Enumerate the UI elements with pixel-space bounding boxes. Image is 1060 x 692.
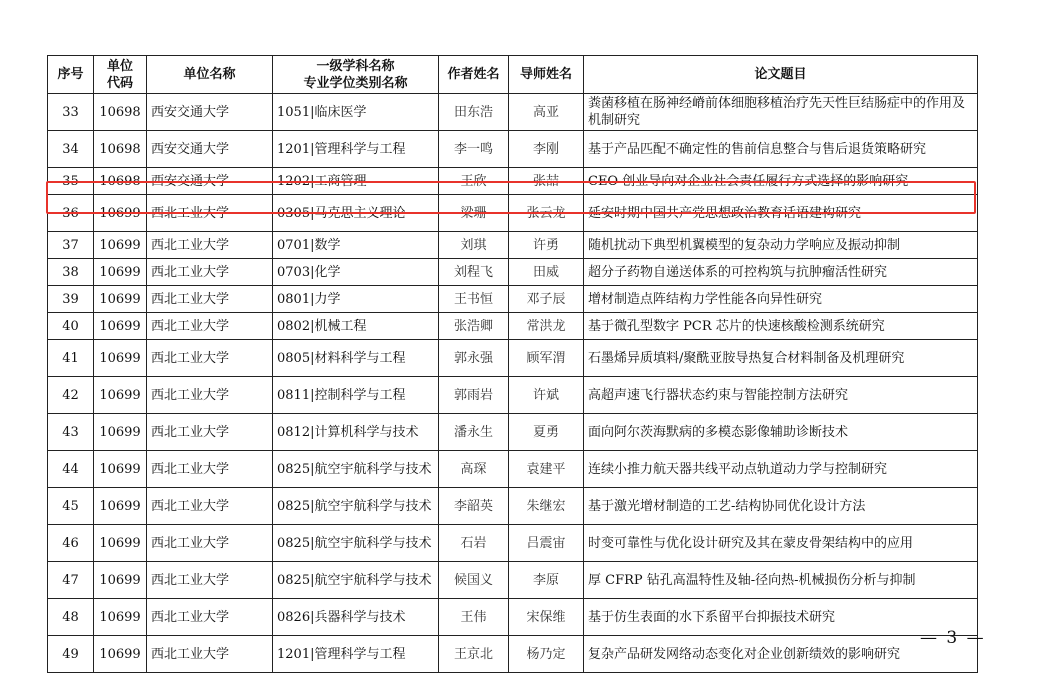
cell-unit-code: 10699 xyxy=(94,377,147,414)
cell-advisor: 常洪龙 xyxy=(509,313,584,340)
cell-unit-name: 西安交通大学 xyxy=(147,131,273,168)
cell-author: 王京北 xyxy=(439,636,509,673)
cell-unit-code: 10699 xyxy=(94,232,147,259)
header-discipline-line2: 专业学位类别名称 xyxy=(303,75,408,91)
cell-advisor: 宋保维 xyxy=(509,599,584,636)
cell-seq: 45 xyxy=(48,488,94,525)
cell-advisor: 吕震宙 xyxy=(509,525,584,562)
header-row xyxy=(48,56,978,94)
cell-advisor: 许勇 xyxy=(509,232,584,259)
cell-unit-name: 西北工业大学 xyxy=(147,232,273,259)
cell-advisor: 朱继宏 xyxy=(509,488,584,525)
header-author: 作者姓名 xyxy=(439,56,509,94)
cell-discipline: 0801|力学 xyxy=(273,286,439,313)
cell-author: 候国义 xyxy=(439,562,509,599)
cell-unit-code: 10699 xyxy=(94,340,147,377)
table-row xyxy=(48,377,978,414)
cell-unit-code: 10699 xyxy=(94,451,147,488)
cell-discipline: 0825|航空宇航科学与技术 xyxy=(273,562,439,599)
cell-advisor: 夏勇 xyxy=(509,414,584,451)
cell-thesis-title: 增材制造点阵结构力学性能各向异性研究 xyxy=(584,286,978,313)
cell-author: 王书恒 xyxy=(439,286,509,313)
cell-discipline: 1202|工商管理 xyxy=(273,168,439,195)
cell-seq: 41 xyxy=(48,340,94,377)
cell-discipline: 1051|临床医学 xyxy=(273,94,439,131)
cell-author: 李韶英 xyxy=(439,488,509,525)
cell-unit-name: 西安交通大学 xyxy=(147,94,273,131)
cell-seq: 36 xyxy=(48,195,94,232)
header-unit-code xyxy=(94,56,147,94)
cell-author: 刘程飞 xyxy=(439,259,509,286)
table-row xyxy=(48,414,978,451)
cell-advisor: 高亚 xyxy=(509,94,584,131)
cell-seq: 34 xyxy=(48,131,94,168)
cell-author: 梁珊 xyxy=(439,195,509,232)
table-row xyxy=(48,451,978,488)
table-row xyxy=(48,636,978,673)
header-unit-code-line2: 代码 xyxy=(106,75,133,91)
header-advisor: 导师姓名 xyxy=(509,56,584,94)
cell-seq: 43 xyxy=(48,414,94,451)
cell-advisor: 邓子辰 xyxy=(509,286,584,313)
header-unit-code-line1: 单位 xyxy=(106,58,133,74)
cell-unit-code: 10698 xyxy=(94,94,147,131)
cell-thesis-title: 粪菌移植在肠神经嵴前体细胞移植治疗先天性巨结肠症中的作用及机制研究 xyxy=(584,94,978,131)
cell-thesis-title: CEO 创业导向对企业社会责任履行方式选择的影响研究 xyxy=(584,168,978,195)
cell-unit-name: 西北工业大学 xyxy=(147,313,273,340)
table-row xyxy=(48,562,978,599)
cell-advisor: 许斌 xyxy=(509,377,584,414)
cell-discipline: 0802|机械工程 xyxy=(273,313,439,340)
cell-thesis-title: 高超声速飞行器状态约束与智能控制方法研究 xyxy=(584,377,978,414)
cell-seq: 38 xyxy=(48,259,94,286)
cell-unit-code: 10699 xyxy=(94,636,147,673)
table-row xyxy=(48,313,978,340)
cell-discipline: 0825|航空宇航科学与技术 xyxy=(273,488,439,525)
table-row xyxy=(48,340,978,377)
cell-unit-code: 10699 xyxy=(94,525,147,562)
table-row xyxy=(48,286,978,313)
cell-discipline: 1201|管理科学与工程 xyxy=(273,636,439,673)
cell-thesis-title: 基于微孔型数字 PCR 芯片的快速核酸检测系统研究 xyxy=(584,313,978,340)
table-row xyxy=(48,488,978,525)
cell-unit-code: 10699 xyxy=(94,488,147,525)
cell-unit-name: 西北工业大学 xyxy=(147,340,273,377)
cell-unit-name: 西北工业大学 xyxy=(147,414,273,451)
cell-author: 李一鸣 xyxy=(439,131,509,168)
cell-author: 刘琪 xyxy=(439,232,509,259)
cell-seq: 46 xyxy=(48,525,94,562)
cell-thesis-title: 延安时期中国共产党思想政治教育话语建构研究 xyxy=(584,195,978,232)
table-row xyxy=(48,94,978,131)
cell-thesis-title: 基于激光增材制造的工艺-结构协同优化设计方法 xyxy=(584,488,978,525)
table-row xyxy=(48,525,978,562)
header-unit-name: 单位名称 xyxy=(147,56,273,94)
cell-thesis-title: 随机扰动下典型机翼模型的复杂动力学响应及振动抑制 xyxy=(584,232,978,259)
cell-unit-code: 10699 xyxy=(94,562,147,599)
cell-unit-name: 西安交通大学 xyxy=(147,168,273,195)
cell-seq: 48 xyxy=(48,599,94,636)
cell-discipline: 0305|马克思主义理论 xyxy=(273,195,439,232)
cell-discipline: 0825|航空宇航科学与技术 xyxy=(273,451,439,488)
cell-author: 郭雨岩 xyxy=(439,377,509,414)
cell-thesis-title: 石墨烯异质填料/聚酰亚胺导热复合材料制备及机理研究 xyxy=(584,340,978,377)
cell-thesis-title: 时变可靠性与优化设计研究及其在蒙皮骨架结构中的应用 xyxy=(584,525,978,562)
cell-advisor: 张云龙 xyxy=(509,195,584,232)
cell-unit-name: 西北工业大学 xyxy=(147,636,273,673)
cell-seq: 40 xyxy=(48,313,94,340)
cell-thesis-title: 面向阿尔茨海默病的多模态影像辅助诊断技术 xyxy=(584,414,978,451)
cell-unit-code: 10699 xyxy=(94,414,147,451)
cell-unit-name: 西北工业大学 xyxy=(147,562,273,599)
header-discipline-line1: 一级学科名称 xyxy=(316,58,395,74)
cell-discipline: 0703|化学 xyxy=(273,259,439,286)
cell-seq: 33 xyxy=(48,94,94,131)
cell-unit-name: 西北工业大学 xyxy=(147,195,273,232)
table-row xyxy=(48,259,978,286)
cell-discipline: 0805|材料科学与工程 xyxy=(273,340,439,377)
table-row xyxy=(48,168,978,195)
cell-author: 张浩卿 xyxy=(439,313,509,340)
cell-seq: 42 xyxy=(48,377,94,414)
cell-advisor: 顾军渭 xyxy=(509,340,584,377)
cell-seq: 44 xyxy=(48,451,94,488)
cell-author: 王欣 xyxy=(439,168,509,195)
table-row xyxy=(48,131,978,168)
cell-unit-code: 10699 xyxy=(94,259,147,286)
cell-advisor: 杨乃定 xyxy=(509,636,584,673)
cell-unit-name: 西北工业大学 xyxy=(147,599,273,636)
cell-seq: 35 xyxy=(48,168,94,195)
cell-discipline: 0701|数学 xyxy=(273,232,439,259)
cell-thesis-title: 超分子药物自递送体系的可控构筑与抗肿瘤活性研究 xyxy=(584,259,978,286)
cell-author: 高琛 xyxy=(439,451,509,488)
cell-advisor: 李刚 xyxy=(509,131,584,168)
cell-advisor: 田威 xyxy=(509,259,584,286)
cell-unit-code: 10699 xyxy=(94,195,147,232)
header-discipline xyxy=(273,56,439,94)
header-seq: 序号 xyxy=(48,56,94,94)
cell-advisor: 袁建平 xyxy=(509,451,584,488)
cell-discipline: 0826|兵器科学与技术 xyxy=(273,599,439,636)
cell-thesis-title: 连续小推力航天器共线平动点轨道动力学与控制研究 xyxy=(584,451,978,488)
cell-thesis-title: 厚 CFRP 钻孔高温特性及轴-径向热-机械损伤分析与抑制 xyxy=(584,562,978,599)
cell-unit-name: 西北工业大学 xyxy=(147,525,273,562)
cell-thesis-title: 复杂产品研发网络动态变化对企业创新绩效的影响研究 xyxy=(584,636,978,673)
cell-thesis-title: 基于仿生表面的水下系留平台抑振技术研究 xyxy=(584,599,978,636)
cell-author: 王伟 xyxy=(439,599,509,636)
cell-discipline: 0825|航空宇航科学与技术 xyxy=(273,525,439,562)
cell-advisor: 李原 xyxy=(509,562,584,599)
cell-thesis-title: 基于产品匹配不确定性的售前信息整合与售后退货策略研究 xyxy=(584,131,978,168)
cell-unit-name: 西北工业大学 xyxy=(147,488,273,525)
cell-unit-code: 10698 xyxy=(94,168,147,195)
table-body xyxy=(48,94,978,673)
cell-unit-code: 10699 xyxy=(94,286,147,313)
cell-seq: 47 xyxy=(48,562,94,599)
cell-unit-name: 西北工业大学 xyxy=(147,451,273,488)
cell-discipline: 1201|管理科学与工程 xyxy=(273,131,439,168)
cell-advisor: 张喆 xyxy=(509,168,584,195)
cell-unit-name: 西北工业大学 xyxy=(147,286,273,313)
cell-unit-name: 西北工业大学 xyxy=(147,377,273,414)
table-row xyxy=(48,232,978,259)
cell-author: 潘永生 xyxy=(439,414,509,451)
cell-unit-code: 10699 xyxy=(94,313,147,340)
cell-author: 石岩 xyxy=(439,525,509,562)
cell-author: 田东浩 xyxy=(439,94,509,131)
cell-unit-name: 西北工业大学 xyxy=(147,259,273,286)
header-title: 论文题目 xyxy=(584,56,978,94)
table-row xyxy=(48,195,978,232)
table-row xyxy=(48,599,978,636)
cell-seq: 37 xyxy=(48,232,94,259)
cell-seq: 39 xyxy=(48,286,94,313)
page-number: — 3 — xyxy=(920,628,986,648)
cell-unit-code: 10699 xyxy=(94,599,147,636)
cell-discipline: 0811|控制科学与工程 xyxy=(273,377,439,414)
cell-discipline: 0812|计算机科学与技术 xyxy=(273,414,439,451)
thesis-table xyxy=(47,55,978,673)
cell-author: 郭永强 xyxy=(439,340,509,377)
cell-seq: 49 xyxy=(48,636,94,673)
cell-unit-code: 10698 xyxy=(94,131,147,168)
